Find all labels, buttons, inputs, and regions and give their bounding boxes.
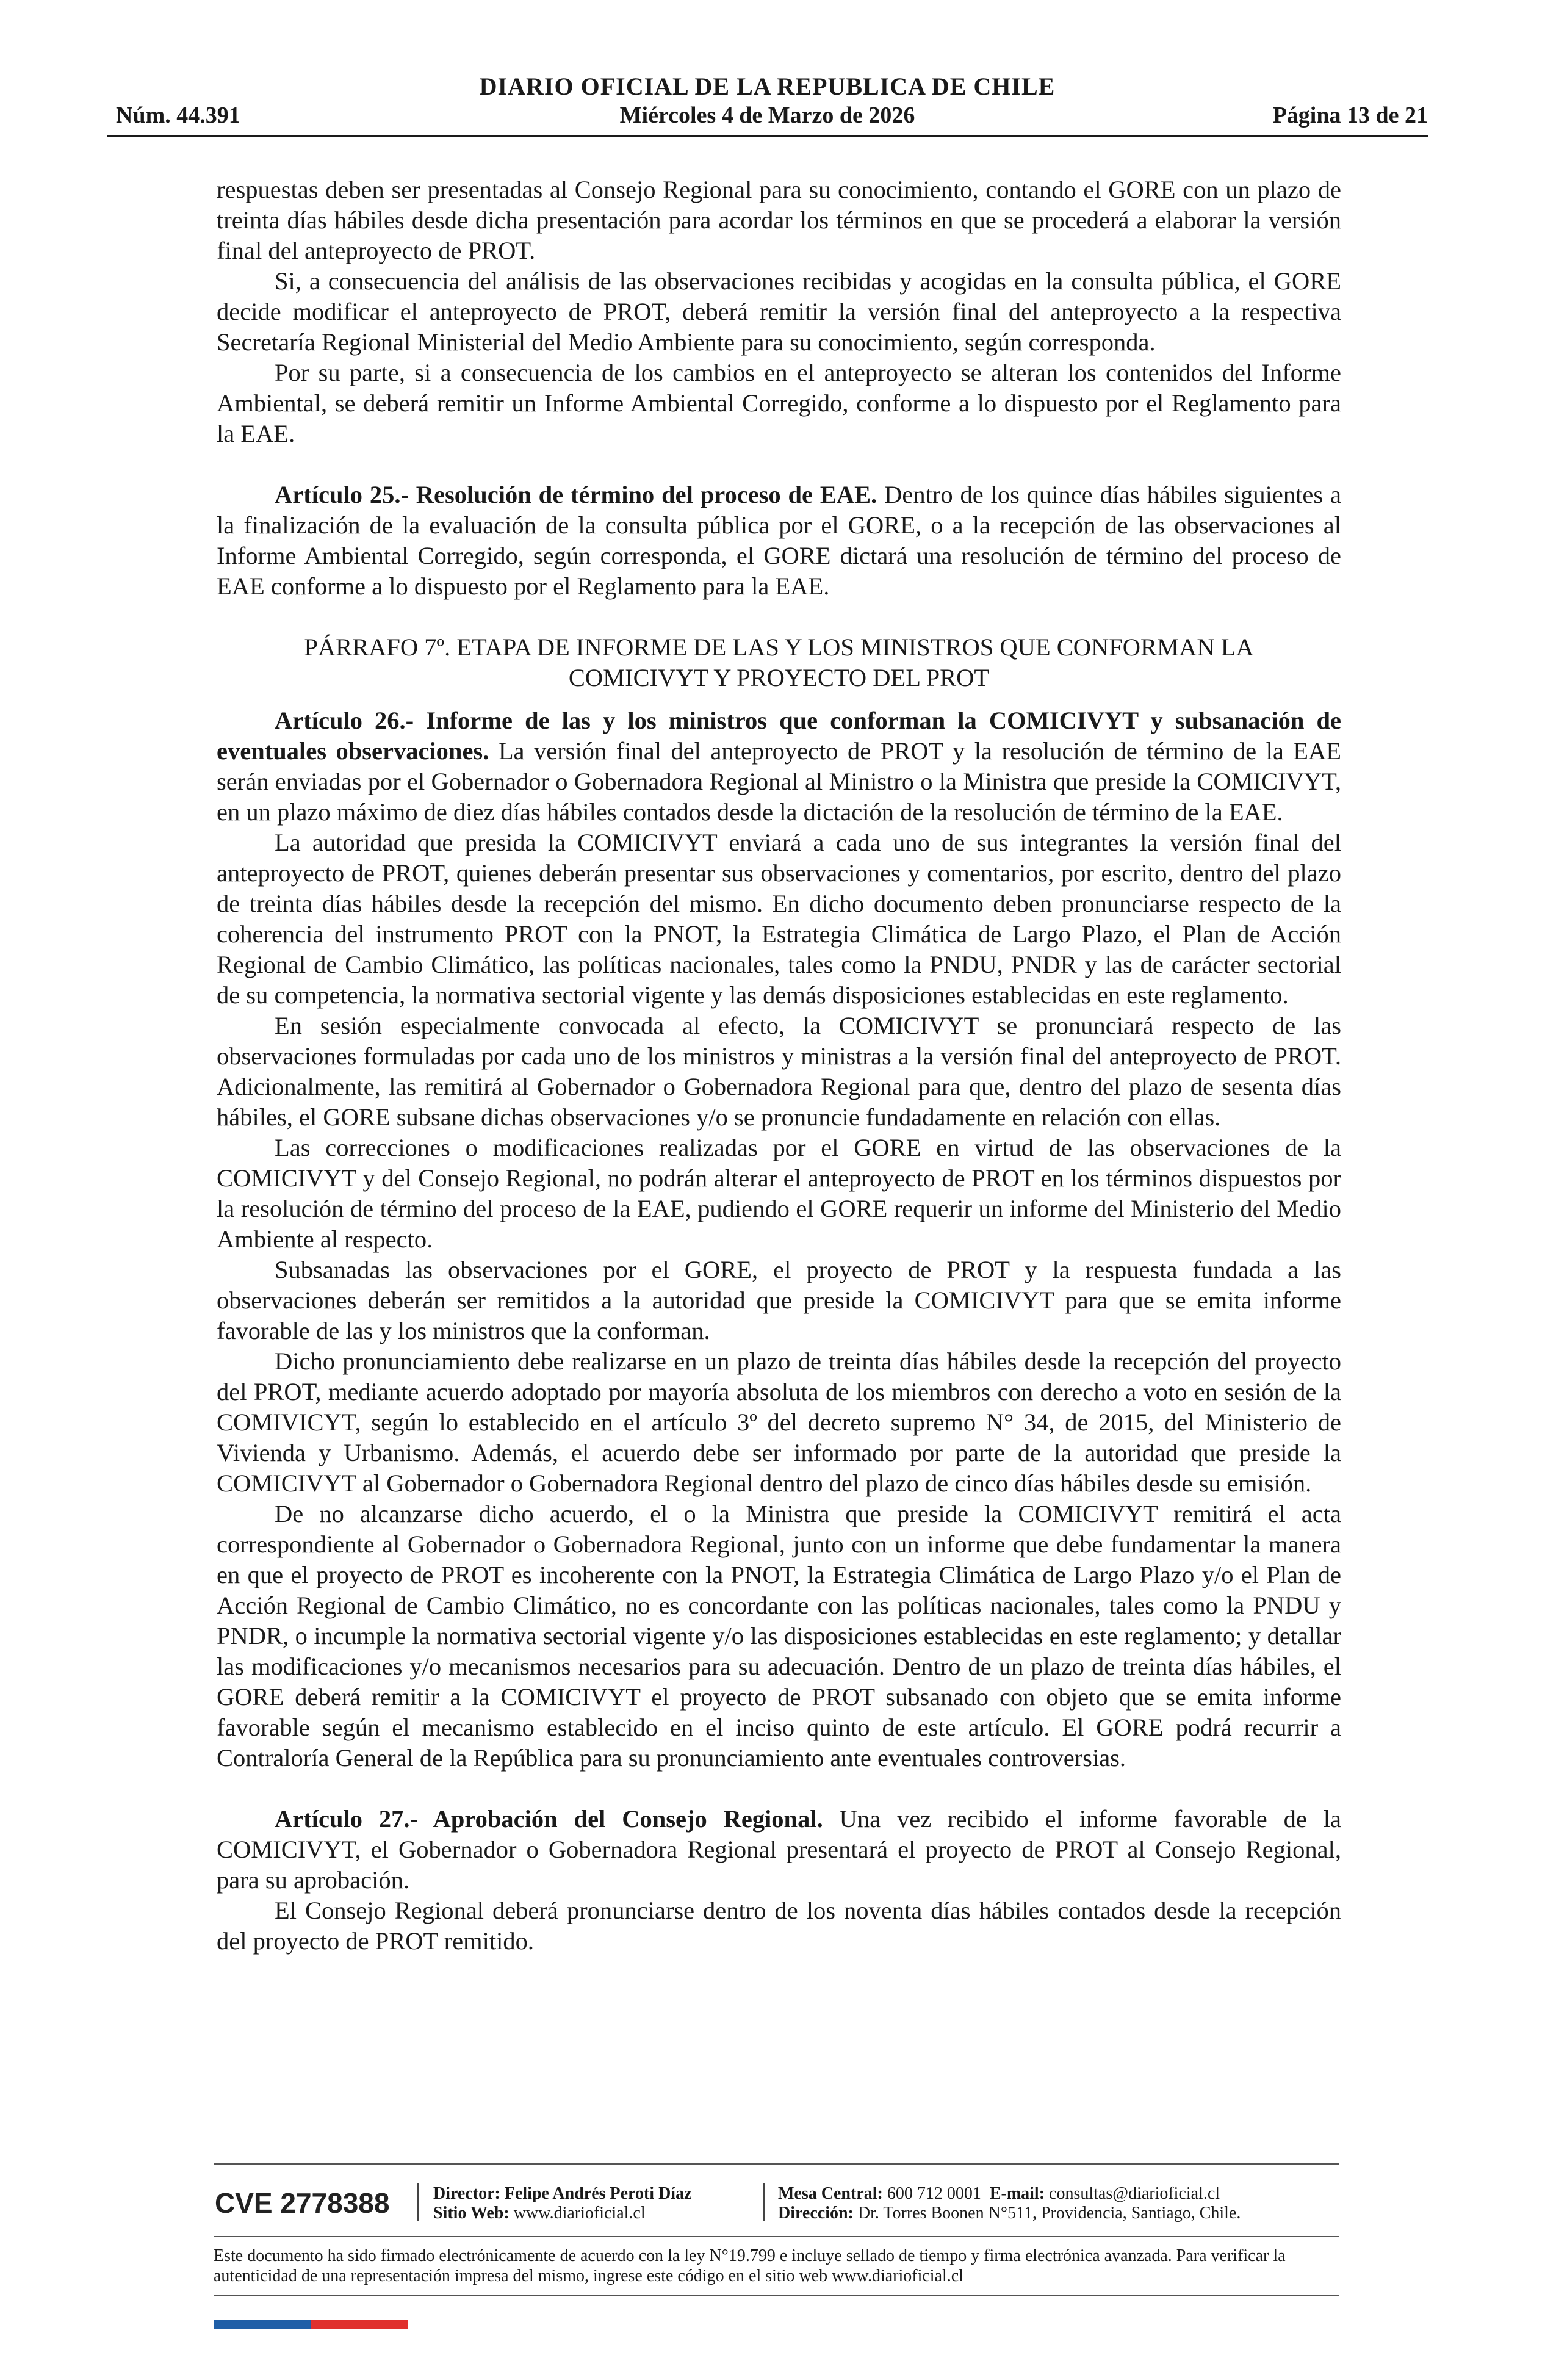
paragraph: Subsanadas las observaciones por el GORE, el proyecto de PROT y la respuesta fundada a las observaciones deberán ser remitidos a la autoridad que preside la COMICIVYT para que se emita informe favorable de las y los ministros que la conforman. (217, 1256, 1341, 1344)
director-block (433, 2184, 692, 2223)
phone-number: 600 712 0001 (882, 2184, 981, 2203)
publication-title: DIARIO OFICIAL DE LA REPUBLICA DE CHILE (479, 73, 1056, 100)
issue-date: Miércoles 4 de Marzo de 2026 (619, 103, 915, 128)
website-label: Sitio Web: (433, 2204, 510, 2223)
article-25 (217, 480, 1341, 602)
paragraph: Por su parte, si a consecuencia de los cambios en el anteproyecto se alteran los contenidos del Informe Ambiental, se deberá remitir un Informe Ambiental Corregido, conforme a lo dispuesto por el Reglamento para la EAE. (217, 359, 1341, 447)
email-label: E-mail: (989, 2184, 1045, 2203)
article-heading: Artículo 26.- Informe de las y los ministros que conforman la COMICIVYT y subsanación de eventuales observaciones. (217, 707, 1341, 765)
article-text: Una vez recibido el informe favorable de la COMICIVYT, el Gobernador o Gobernadora Regional presentará el proyecto de PROT al Consejo Regional, para su aprobación. (217, 1805, 1341, 1894)
flag-blue-band (214, 2320, 311, 2329)
issue-number: Núm. 44.391 (116, 103, 240, 128)
page-header (107, 72, 1428, 137)
paragraph: En sesión especialmente convocada al efecto, la COMICIVYT se pronunciará respecto de las observaciones formuladas por cada uno de los ministros y ministras a la versión final del anteproyecto de PROT. Adicionalmente, las remitirá al Gobernador o Gobernadora Regional para que, dentro del plazo de sesenta días hábiles, el GORE subsane dichas observaciones y/o se pronuncie fundadamente en relación con ellas. (217, 1012, 1341, 1131)
director-name: Felipe Andrés Peroti Díaz (500, 2184, 692, 2203)
legal-notice: Este documento ha sido firmado electrónicamente de acuerdo con la ley N°19.799 e incluye sellado de tiempo y firma electrónica avanzada. Para verificar la autenticidad de una representación impresa del mismo, ingrese este código en el sitio web www.diarioficial.cl (214, 2246, 1286, 2285)
phone-label: Mesa Central: (778, 2184, 883, 2203)
footer-divider (214, 2236, 1339, 2237)
paragraph: respuestas deben ser presentadas al Consejo Regional para su conocimiento, contando el GORE con un plazo de treinta días hábiles desde dicha presentación para acordar los términos en que se procederá a elaborar la versión final del anteproyecto de PROT. (217, 176, 1341, 264)
header-divider (107, 135, 1428, 137)
footer-separator (417, 2183, 419, 2221)
page-number: Página 13 de 21 (1272, 103, 1428, 128)
flag-red-band (311, 2320, 408, 2329)
paragraph: Dicho pronunciamiento debe realizarse en un plazo de treinta días hábiles desde la recepción del proyecto del PROT, mediante acuerdo adoptado por mayoría absoluta de los miembros con derecho a voto en sesión de la COMIVICYT, según lo establecido en el artículo 3º del decreto supremo N° 34, de 2015, del Ministerio de Vivienda y Urbanismo. Además, el acuerdo debe ser informado por parte de la autoridad que preside la COMICIVYT al Gobernador o Gobernadora Regional dentro del plazo de cinco días hábiles desde su emisión. (217, 1347, 1341, 1497)
address-label: Dirección: (778, 2204, 854, 2223)
paragraph: Si, a consecuencia del análisis de las observaciones recibidas y acogidas en la consulta pública, el GORE decide modificar el anteproyecto de PROT, deberá remitir la versión final del anteproyecto a la respectiva Secretaría Regional Ministerial del Medio Ambiente para su conocimiento, según corresponda. (217, 267, 1341, 356)
section-heading-line: COMICIVYT Y PROYECTO DEL PROT (568, 664, 990, 691)
article-text: Dentro de los quince días hábiles siguientes a la finalización de la evaluación de la consulta pública por el GORE, o a la recepción de las observaciones al Informe Ambiental Corregido, según corresponda, el GORE dictará una resolución de término del proceso de EAE conforme a lo dispuesto por el Reglamento para la EAE. (217, 481, 1341, 600)
page-footer (214, 2163, 1339, 2296)
document-body (217, 175, 1341, 1956)
article-heading: Artículo 27.- Aprobación del Consejo Regional. (275, 1805, 823, 1833)
article-text: La versión final del anteproyecto de PROT y la resolución de término de la EAE serán enviadas por el Gobernador o Gobernadora Regional al Ministro o la Ministra que preside la COMICIVYT, en un plazo máximo de diez días hábiles contados desde la dictación de la resolución de término de la EAE. (217, 737, 1342, 826)
website-link[interactable]: www.diarioficial.cl (509, 2204, 646, 2223)
director-label: Director: (433, 2184, 500, 2203)
footer-info (214, 2165, 1339, 2223)
paragraph: De no alcanzarse dicho acuerdo, el o la Ministra que preside la COMICIVYT remitirá el acta correspondiente al Gobernador o Gobernadora Regional, junto con un informe que debe fundamentar la manera en que el proyecto de PROT es incoherente con la PNOT, la Estrategia Climática de Largo Plazo y/o el Plan de Acción Regional de Cambio Climático, no es concordante con las políticas nacionales, tales como la PNDU y PNDR, o incumple la normativa sectorial vigente y/o las disposiciones establecidas en este reglamento; y detallar las modificaciones y/o mecanismos necesarios para su adecuación. Dentro de un plazo de treinta días hábiles, el GORE deberá remitir a la COMICIVYT el proyecto de PROT subsanado con objeto que se emita informe favorable según el mecanismo establecido en el inciso quinto de este artículo. El GORE podrá recurrir a Contraloría General de la República para su pronunciamiento ante eventuales controversias. (217, 1500, 1341, 1772)
article-26 (217, 705, 1341, 828)
header-row (107, 102, 1428, 134)
footer-separator (763, 2183, 765, 2221)
address-value: Dr. Torres Boonen N°511, Providencia, Santiago, Chile. (853, 2204, 1241, 2223)
paragraph: Las correcciones o modificaciones realizadas por el GORE en virtud de las observaciones de la COMICIVYT y del Consejo Regional, no podrán alterar el anteproyecto de PROT en los términos dispuestos por la resolución de término del proceso de la EAE, pudiendo el GORE requerir un informe del Ministerio del Medio Ambiente al respecto. (217, 1134, 1341, 1253)
contact-block (778, 2184, 1241, 2223)
footer-divider (214, 2295, 1339, 2296)
article-27 (217, 1804, 1341, 1895)
section-heading-line: PÁRRAFO 7º. ETAPA DE INFORME DE LAS Y LOS MINISTROS QUE CONFORMAN LA (304, 633, 1254, 661)
article-heading: Artículo 25.- Resolución de término del proceso de EAE. (275, 481, 877, 508)
cve-code: CVE 2778388 (215, 2187, 390, 2219)
paragraph: El Consejo Regional deberá pronunciarse dentro de los noventa días hábiles contados desde la recepción del proyecto de PROT remitido. (217, 1897, 1341, 1955)
email-link[interactable]: consultas@diarioficial.cl (1045, 2184, 1220, 2203)
flag-stripe (214, 2320, 408, 2329)
paragraph: La autoridad que presida la COMICIVYT enviará a cada uno de sus integrantes la versión final del anteproyecto de PROT, quienes deberán presentar sus observaciones y comentarios, por escrito, dentro del plazo de treinta días hábiles desde la recepción del mismo. En dicho documento deben pronunciarse respecto de la coherencia del instrumento PROT con la PNOT, la Estrategia Climática de Largo Plazo, el Plan de Acción Regional de Cambio Climático, las políticas nacionales, tales como la PNDU, PNDR y las de carácter sectorial de su competencia, la normativa sectorial vigente y las demás disposiciones establecidas en este reglamento. (217, 829, 1341, 1009)
